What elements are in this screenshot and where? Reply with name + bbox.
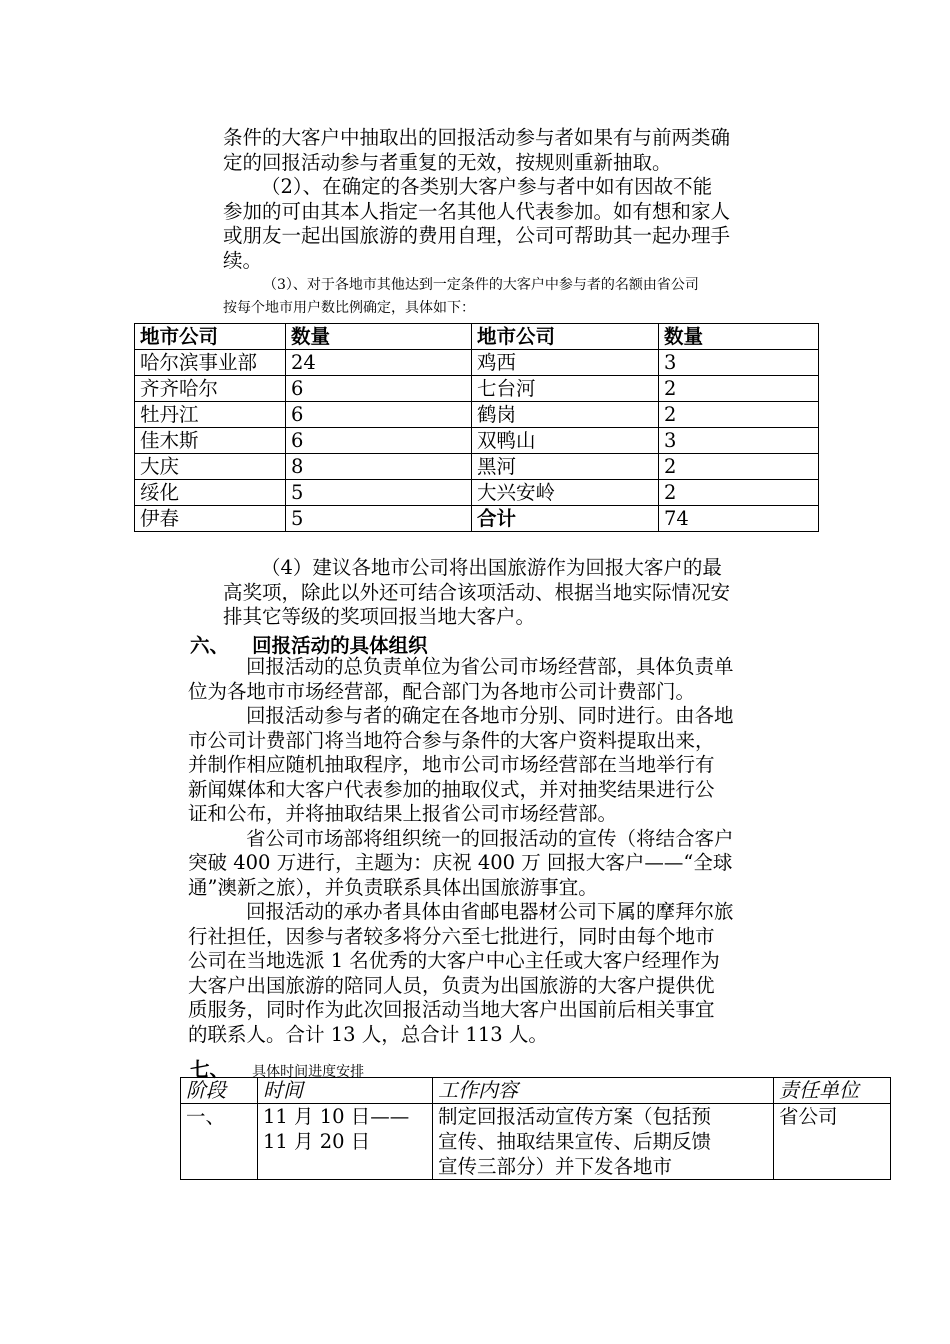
text-line: 质服务，同时作为此次回报活动当地大客户出国前后相关事宜	[188, 998, 715, 1021]
table-cell: 3	[659, 350, 819, 376]
section-title: 回报活动的具体组织	[252, 634, 428, 657]
table-header-cell: 阶段	[181, 1078, 258, 1104]
text-line: 续。	[223, 248, 263, 272]
paragraph-quota-intro	[223, 274, 813, 320]
table-total-label: 合计	[472, 506, 659, 532]
text-line: （3）、对于各地市其他达到一定条件的大客户中参与者的名额由省公司	[263, 277, 699, 293]
table-cell: 伊春	[135, 506, 286, 532]
table-cell	[258, 1104, 433, 1180]
table-header-cell: 数量	[286, 324, 472, 350]
text-line: 按每个地市用户数比例确定，具体如下：	[223, 300, 475, 316]
table-header-cell: 工作内容	[433, 1078, 774, 1104]
table-cell: 24	[286, 350, 472, 376]
table-header-cell: 地市公司	[135, 324, 286, 350]
text-line: 的联系人。合计 13 人，总合计 113 人。	[188, 1022, 548, 1046]
section-number: 六、	[190, 634, 230, 657]
text-line: 省公司市场部将组织统一的回报活动的宣传（将结合客户	[246, 826, 734, 850]
text-line: 回报活动的总负责单位为省公司市场经营部，具体负责单	[246, 655, 734, 678]
content-line: 宣传三部分）并下发各地市	[438, 1155, 673, 1178]
text-line: （2）、在确定的各类别大客户参与者中如有因故不能	[261, 175, 713, 198]
table-cell: 大庆	[135, 454, 286, 480]
text-line: 回报活动的承办者具体由省邮电器材公司下属的摩拜尔旅	[246, 900, 734, 923]
table-cell: 黑河	[472, 454, 659, 480]
section-6-body	[188, 655, 806, 1047]
text-line: 条件的大客户中抽取出的回报活动参与者如果有与前两类确	[223, 126, 731, 149]
table-cell: 大兴安岭	[472, 480, 659, 506]
time-line: 11 月 10 日——	[263, 1105, 410, 1128]
table-header-row	[181, 1078, 891, 1104]
section-title: 具体时间进度安排	[252, 1064, 365, 1080]
table-row	[135, 506, 819, 532]
text-line: 大客户出国旅游的陪同人员，负责为出国旅游的大客户提供优	[188, 973, 715, 997]
table-header-cell: 责任单位	[774, 1078, 891, 1104]
text-line: 公司在当地选派 1 名优秀的大客户中心主任或大客户经理作为	[188, 949, 720, 972]
text-line: 回报活动参与者的确定在各地市分别、同时进行。由各地	[246, 704, 734, 727]
table-cell: 6	[286, 428, 472, 454]
table-cell: 3	[659, 428, 819, 454]
table-header-cell: 地市公司	[472, 324, 659, 350]
table-header-row	[135, 324, 819, 350]
text-line: 市公司计费部门将当地符合参与条件的大客户资料提取出来，	[188, 728, 715, 752]
table-cell	[433, 1104, 774, 1180]
table-row	[135, 428, 819, 454]
text-line: 位为各地市市场经营部，配合部门为各地市公司计费部门。	[188, 679, 696, 703]
text-line: 通”澳新之旅），并负责联系具体出国旅游事宜。	[188, 875, 598, 899]
table-cell: 一、	[181, 1104, 258, 1180]
content-line: 制定回报活动宣传方案（包括预	[438, 1105, 712, 1128]
text-line: 定的回报活动参与者重复的无效，按规则重新抽取。	[223, 150, 672, 174]
table-cell: 2	[659, 454, 819, 480]
text-line: （4）建议各地市公司将出国旅游作为回报大客户的最	[261, 556, 722, 579]
text-line: 参加的可由其本人指定一名其他人代表参加。如有想和家人	[223, 199, 731, 223]
table-row	[181, 1104, 891, 1180]
table-cell: 6	[286, 402, 472, 428]
paragraph-4	[223, 556, 805, 630]
paragraph-top	[223, 126, 805, 273]
table-cell: 2	[659, 376, 819, 402]
table-cell: 2	[659, 480, 819, 506]
text-line: 并制作相应随机抽取程序，地市公司市场经营部在当地举行有	[188, 753, 715, 776]
table-cell: 绥化	[135, 480, 286, 506]
table-header-cell: 数量	[659, 324, 819, 350]
text-line: 排其它等级的奖项回报当地大客户。	[223, 605, 536, 628]
table-cell: 74	[659, 506, 819, 532]
quota-table	[134, 323, 819, 532]
table-cell: 5	[286, 480, 472, 506]
text-line: 高奖项，除此以外还可结合该项活动、根据当地实际情况安	[223, 580, 731, 604]
text-line: 新闻媒体和大客户代表参加的抽取仪式，并对抽奖结果进行公	[188, 777, 715, 801]
table-cell: 哈尔滨事业部	[135, 350, 286, 376]
text-line: 行社担任，因参与者较多将分六至七批进行，同时由每个地市	[188, 924, 715, 948]
table-cell: 牡丹江	[135, 402, 286, 428]
table-cell: 七台河	[472, 376, 659, 402]
table-header-cell: 时间	[258, 1078, 433, 1104]
schedule-table	[180, 1077, 891, 1180]
table-row	[135, 454, 819, 480]
table-cell: 6	[286, 376, 472, 402]
table-row	[135, 376, 819, 402]
text-line: 突破 400 万进行，主题为：庆祝 400 万 回报大客户——“全球	[188, 851, 733, 874]
table-cell: 佳木斯	[135, 428, 286, 454]
table-cell: 齐齐哈尔	[135, 376, 286, 402]
text-line: 证和公布，并将抽取结果上报省公司市场经营部。	[188, 802, 618, 825]
content-line: 宣传、抽取结果宣传、后期反馈	[438, 1130, 712, 1153]
table-cell: 鹤岗	[472, 402, 659, 428]
table-cell: 2	[659, 402, 819, 428]
section-6-heading	[190, 630, 790, 658]
table-cell: 鸡西	[472, 350, 659, 376]
section-number: 七、	[190, 1058, 230, 1081]
table-cell: 5	[286, 506, 472, 532]
text-line: 或朋友一起出国旅游的费用自理，公司可帮助其一起办理手	[223, 224, 731, 247]
time-line: 11 月 20 日	[263, 1130, 371, 1153]
table-row	[135, 480, 819, 506]
table-row	[135, 402, 819, 428]
table-cell: 8	[286, 454, 472, 480]
table-row	[135, 350, 819, 376]
table-cell: 省公司	[774, 1104, 891, 1180]
table-cell: 双鸭山	[472, 428, 659, 454]
